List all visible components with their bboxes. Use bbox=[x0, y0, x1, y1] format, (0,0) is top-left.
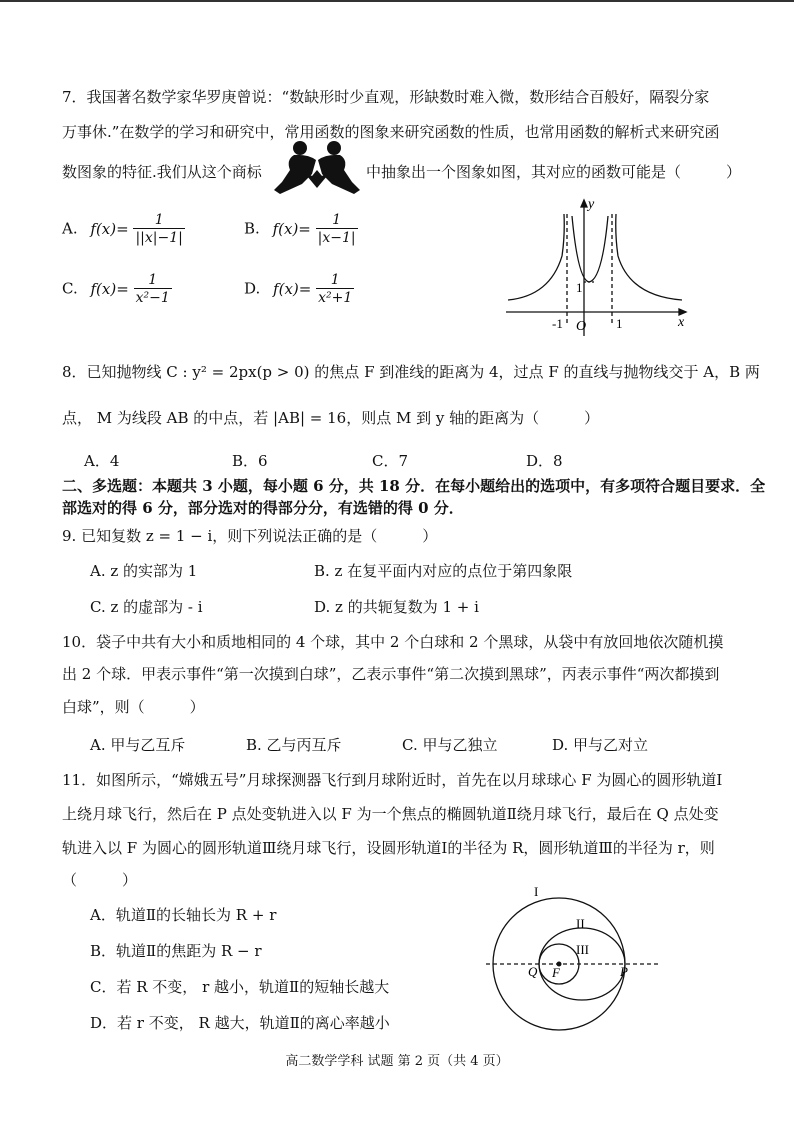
origin-label: O bbox=[576, 319, 587, 334]
q7-option-d[interactable] bbox=[244, 272, 354, 307]
label-III: III bbox=[576, 942, 589, 957]
label-I: I bbox=[534, 884, 539, 899]
q7-line-1: 7．我国著名数学家华罗庚曾说：“数缺形时少直观，形缺数时难入微，数形结合百般好，隔裂分家 bbox=[62, 88, 710, 106]
q10-line-3: 白球”，则（ ） bbox=[62, 698, 205, 716]
q7-option-b[interactable] bbox=[244, 212, 358, 247]
q7-line-3b: 中抽象出一个图象如图，其对应的函数可能是（ ） bbox=[366, 163, 742, 181]
x-axis-label: x bbox=[678, 315, 685, 330]
top-border-line bbox=[0, 0, 794, 2]
q8-option-a[interactable]: A．4 bbox=[84, 452, 120, 470]
label-F: F bbox=[552, 965, 560, 980]
q11-orbit-figure bbox=[484, 884, 664, 1044]
q7-line-3a: 数图象的特征.我们从这个商标 bbox=[62, 163, 262, 181]
y-axis-arrow bbox=[581, 200, 587, 207]
q10-option-b[interactable]: B. 乙与丙互斥 bbox=[246, 736, 342, 754]
denominator: x²+1 bbox=[318, 290, 353, 306]
q8-line-2: 点， M 为线段 AB 的中点，若 |AB| = 16，则点 M 到 y 轴的距离为（ ） bbox=[62, 409, 600, 427]
fraction bbox=[316, 272, 354, 307]
label-Q: Q bbox=[528, 964, 538, 979]
curve-left-branch bbox=[508, 214, 564, 300]
label-II: II bbox=[576, 916, 585, 931]
q7-line-2: 万事休.”在数学的学习和研究中，常用函数的图象来研究函数的性质，也常用函数的解析式来研究函 bbox=[62, 123, 720, 141]
q8-option-d[interactable]: D．8 bbox=[526, 452, 563, 470]
q9-option-d[interactable]: D. z 的共轭复数为 1 + i bbox=[314, 598, 479, 616]
q9-option-b[interactable]: B. z 在复平面内对应的点位于第四象限 bbox=[314, 562, 573, 580]
y-value-one: 1 bbox=[576, 280, 583, 295]
q8-option-c[interactable]: C．7 bbox=[372, 452, 409, 470]
q7-option-a[interactable] bbox=[62, 212, 185, 247]
q9-option-c[interactable]: C. z 的虚部为 - i bbox=[90, 598, 203, 616]
option-lhs: f(x)= bbox=[273, 279, 312, 298]
x-value-neg-one: -1 bbox=[552, 316, 563, 331]
q11-line-1: 11．如图所示，“嫦娥五号”月球探测器飞行到月球附近时，首先在以月球球心 F 为圆心的圆形轨道Ⅰ bbox=[62, 771, 723, 789]
q11-option-c[interactable]: C．若 R 不变， r 越小，轨道Ⅱ的短轴长越大 bbox=[90, 978, 390, 996]
q11-line-4: （ ） bbox=[62, 871, 138, 889]
numerator: 1 bbox=[316, 212, 358, 229]
q8-line-1: 8．已知抛物线 C : y² = 2px(p > 0) 的焦点 F 到准线的距离为 4，过点 F 的直线与抛物线交于 A，B 两 bbox=[62, 363, 760, 381]
page-footer: 高二数学学科 试题 第 2 页（共 4 页） bbox=[285, 1054, 509, 1069]
option-letter: C. bbox=[62, 279, 78, 298]
option-lhs: f(x)= bbox=[272, 219, 311, 238]
fraction bbox=[316, 212, 358, 247]
q11-option-b[interactable]: B．轨道Ⅱ的焦距为 R − r bbox=[90, 942, 262, 960]
q11-option-d[interactable]: D．若 r 不变， R 越大，轨道Ⅱ的离心率越小 bbox=[90, 1014, 390, 1032]
label-P: P bbox=[620, 964, 628, 979]
option-lhs: f(x)= bbox=[90, 219, 129, 238]
q9-option-a[interactable]: A. z 的实部为 1 bbox=[90, 562, 198, 580]
section-2-heading-line-1: 二、多选题：本题共 3 小题，每小题 6 分，共 18 分．在每小题给出的选项中，有多项符合题目要求．全 bbox=[62, 477, 766, 495]
curve-right-branch bbox=[616, 214, 682, 300]
q10-line-1: 10．袋子中共有大小和质地相同的 4 个球，其中 2 个白球和 2 个黑球，从袋中有放回地依次随机摸 bbox=[62, 633, 724, 651]
q11-line-3: 轨进入以 F 为圆心的圆形轨道Ⅲ绕月球飞行，设圆形轨道Ⅰ的半径为 R，圆形轨道Ⅲ的半径为 r，则 bbox=[62, 839, 715, 857]
x-value-one: 1 bbox=[616, 316, 623, 331]
q7-function-graph bbox=[500, 196, 700, 338]
q8-option-b[interactable]: B．6 bbox=[232, 452, 268, 470]
option-letter: D. bbox=[244, 279, 261, 298]
q10-line-2: 出 2 个球．甲表示事件“第一次摸到白球”，乙表示事件“第二次摸到黑球”，丙表示事件“两次都摸到 bbox=[62, 665, 720, 683]
q10-option-a[interactable]: A. 甲与乙互斥 bbox=[90, 736, 186, 754]
q10-option-d[interactable]: D. 甲与乙对立 bbox=[552, 736, 649, 754]
numerator: 1 bbox=[134, 272, 172, 289]
option-letter: B. bbox=[244, 219, 260, 238]
y-axis-label: y bbox=[588, 197, 595, 212]
section-2-heading-line-2: 部选对的得 6 分，部分选对的得部分分，有选错的得 0 分． bbox=[62, 499, 464, 517]
denominator: x²−1 bbox=[135, 290, 170, 306]
q10-option-c[interactable]: C. 甲与乙独立 bbox=[402, 736, 498, 754]
denominator: ||x|−1| bbox=[135, 230, 183, 246]
denominator: |x−1| bbox=[317, 230, 356, 246]
numerator: 1 bbox=[133, 212, 184, 229]
fraction bbox=[134, 272, 172, 307]
numerator: 1 bbox=[316, 272, 354, 289]
option-letter: A. bbox=[62, 219, 78, 238]
q11-line-2: 上绕月球飞行，然后在 P 点处变轨进入以 F 为一个焦点的椭圆轨道Ⅱ绕月球飞行，最后在 Q 点处变 bbox=[62, 805, 719, 823]
kappa-logo-icon bbox=[272, 140, 362, 196]
q9-stem: 9. 已知复数 z = 1 − i，则下列说法正确的是（ ） bbox=[62, 527, 438, 545]
curve-middle-branch bbox=[572, 216, 608, 282]
q11-option-a[interactable]: A．轨道Ⅱ的长轴长为 R + r bbox=[90, 906, 277, 924]
fraction bbox=[133, 212, 184, 247]
q7-option-c[interactable] bbox=[62, 272, 172, 307]
option-lhs: f(x)= bbox=[90, 279, 129, 298]
